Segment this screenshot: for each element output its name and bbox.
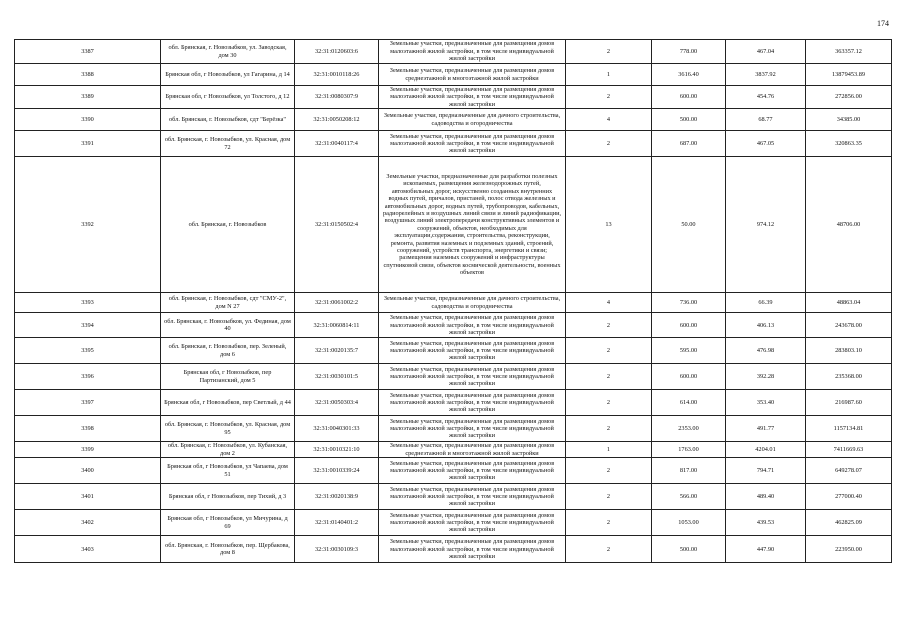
cell-area: 566.00 (652, 484, 726, 510)
cell-land-use: Земельные участки, предназначенные для дачного строительства, садоводства и огородничества (379, 109, 566, 131)
cell-address: обл. Брянская, г. Новозыбков, ул. Красная, дом 72 (161, 131, 295, 157)
cell-record-number: 3403 (15, 536, 161, 563)
table-row (15, 157, 892, 293)
cell-area: 778.00 (652, 40, 726, 64)
cell-address: Брянская обл, г Новозыбков, ул Гагарина, д 14 (161, 64, 295, 86)
cell-cadastral-number: 32:31:0030109:3 (295, 536, 379, 563)
cell-group-code: 2 (566, 131, 652, 157)
table-row (15, 390, 892, 416)
cell-land-use: Земельные участки, предназначенные для размещения домов малоэтажной жилой застройки, в том числе индивидуальной жилой застройки (379, 458, 566, 484)
cell-cadastral-number: 32:31:0010339:24 (295, 458, 379, 484)
cell-land-use: Земельные участки, предназначенные для разработки полезных ископаемых, размещения железнодорожных путей, автомобильных дорог, искусственно созданных внутренних водных путей, причалов, пристаней, полос отвода железных и автомобильных дорог, водных путей, трубопроводов, кабельных, радиорелейных и воздушных линий связи и линий радиофикации, воздушных линий электропередачи конструктивных элементов и сооружений, объектов, необходимых для эксплуатации,содержания, строительства, реконструкции, ремонта, развития наземных и подземных зданий, строений, сооружений, устройств транспорта, энергетики и связи; размещения наземных сооружений и инфраструктуры спутниковой связи, объектов космической деятельности, военных объектов (379, 157, 566, 293)
cell-address: обл. Брянская, г. Новозыбков, пер. Щербакова, дом 8 (161, 536, 295, 563)
cell-record-number: 3392 (15, 157, 161, 293)
cell-area: 736.00 (652, 293, 726, 313)
cell-group-code: 2 (566, 458, 652, 484)
cell-area: 500.00 (652, 109, 726, 131)
table-row (15, 338, 892, 364)
cell-cadastral-number: 32:31:0040117:4 (295, 131, 379, 157)
cell-group-code: 2 (566, 86, 652, 109)
cell-record-number: 3396 (15, 364, 161, 390)
cell-group-code: 2 (566, 338, 652, 364)
cell-record-number: 3400 (15, 458, 161, 484)
cell-unit-value: 353.40 (726, 390, 806, 416)
cell-land-use: Земельные участки, предназначенные для размещения домов малоэтажной жилой застройки, в том числе индивидуальной жилой застройки (379, 86, 566, 109)
cell-area: 595.00 (652, 338, 726, 364)
cell-land-use: Земельные участки, предназначенные для размещения домов малоэтажной жилой застройки, в том числе индивидуальной жилой застройки (379, 364, 566, 390)
cell-area: 614.00 (652, 390, 726, 416)
cell-unit-value: 66.39 (726, 293, 806, 313)
cell-cadastral-value: 272856.00 (806, 86, 892, 109)
table-row (15, 442, 892, 458)
cell-record-number: 3391 (15, 131, 161, 157)
cell-unit-value: 68.77 (726, 109, 806, 131)
cell-cadastral-number: 32:31:0020135:7 (295, 338, 379, 364)
cell-cadastral-value: 216987.60 (806, 390, 892, 416)
cell-cadastral-value: 462825.09 (806, 510, 892, 536)
cell-record-number: 3395 (15, 338, 161, 364)
cell-group-code: 2 (566, 416, 652, 442)
cell-address: Брянская обл, г Новозыбков, ул Чапаева, дом 51 (161, 458, 295, 484)
cell-cadastral-number: 32:31:0140401:2 (295, 510, 379, 536)
cell-group-code: 2 (566, 390, 652, 416)
cell-unit-value: 3837.92 (726, 64, 806, 86)
cell-cadastral-value: 363357.12 (806, 40, 892, 64)
cell-address: обл. Брянская, г. Новозыбков, сдт "СМУ-2", дом N 27 (161, 293, 295, 313)
cell-land-use: Земельные участки, предназначенные для размещения домов малоэтажной жилой застройки, в том числе индивидуальной жилой застройки (379, 40, 566, 64)
cell-group-code: 2 (566, 313, 652, 338)
cell-cadastral-value: 235368.00 (806, 364, 892, 390)
cell-address: обл. Брянская, г. Новозыбков, пер. Зеленый, дом 6 (161, 338, 295, 364)
cell-group-code: 1 (566, 64, 652, 86)
cell-cadastral-value: 48863.04 (806, 293, 892, 313)
cell-cadastral-number: 32:31:0010321:10 (295, 442, 379, 458)
cell-cadastral-value: 7411669.63 (806, 442, 892, 458)
cell-cadastral-value: 320863.35 (806, 131, 892, 157)
cell-unit-value: 467.04 (726, 40, 806, 64)
cell-area: 500.00 (652, 536, 726, 563)
cell-cadastral-number: 32:31:0061002:2 (295, 293, 379, 313)
cell-land-use: Земельные участки, предназначенные для размещения домов малоэтажной жилой застройки, в том числе индивидуальной жилой застройки (379, 338, 566, 364)
cell-address: Брянская обл, г Новозыбков, ул Мичурина, д 69 (161, 510, 295, 536)
table-row (15, 313, 892, 338)
cell-cadastral-value: 283803.10 (806, 338, 892, 364)
cell-unit-value: 974.12 (726, 157, 806, 293)
cell-address: обл. Брянская, г. Новозыбков, ул. Красная, дом 95 (161, 416, 295, 442)
cell-land-use: Земельные участки, предназначенные для размещения домов малоэтажной жилой застройки, в том числе индивидуальной жилой застройки (379, 484, 566, 510)
cell-unit-value: 447.90 (726, 536, 806, 563)
cell-group-code: 2 (566, 510, 652, 536)
cell-land-use: Земельные участки, предназначенные для размещения домов среднеэтажной и многоэтажной жилой застройки (379, 442, 566, 458)
cell-record-number: 3388 (15, 64, 161, 86)
cell-cadastral-number: 32:31:0040301:33 (295, 416, 379, 442)
cell-cadastral-number: 32:31:0050208:12 (295, 109, 379, 131)
table-row (15, 86, 892, 109)
cell-unit-value: 794.71 (726, 458, 806, 484)
table-row (15, 484, 892, 510)
cell-group-code: 2 (566, 40, 652, 64)
cell-land-use: Земельные участки, предназначенные для размещения домов малоэтажной жилой застройки, в том числе индивидуальной жилой застройки (379, 510, 566, 536)
cell-cadastral-value: 649278.07 (806, 458, 892, 484)
cell-group-code: 1 (566, 442, 652, 458)
cell-group-code: 4 (566, 293, 652, 313)
cell-cadastral-number: 32:31:0020138:9 (295, 484, 379, 510)
cell-cadastral-value: 13879453.89 (806, 64, 892, 86)
cell-cadastral-value: 223950.00 (806, 536, 892, 563)
cell-record-number: 3401 (15, 484, 161, 510)
cell-cadastral-number: 32:31:0010118:26 (295, 64, 379, 86)
cell-cadastral-value: 277000.40 (806, 484, 892, 510)
cell-record-number: 3387 (15, 40, 161, 64)
cell-cadastral-number: 32:31:0080307:9 (295, 86, 379, 109)
cell-address: Брянская обл, г Новозыбков, пер Тихий, д 3 (161, 484, 295, 510)
cell-area: 600.00 (652, 313, 726, 338)
cell-address: обл. Брянская, г. Новозыбков, ул. Заводская, дом 30 (161, 40, 295, 64)
cell-unit-value: 439.53 (726, 510, 806, 536)
cell-cadastral-number: 32:31:0150502:4 (295, 157, 379, 293)
table-row (15, 64, 892, 86)
cell-address: Брянская обл, г Новозыбков, ул Толстого, д 12 (161, 86, 295, 109)
cell-record-number: 3402 (15, 510, 161, 536)
cell-area: 1763.00 (652, 442, 726, 458)
cell-cadastral-value: 34385.00 (806, 109, 892, 131)
land-parcel-table (14, 39, 892, 563)
cell-unit-value: 489.40 (726, 484, 806, 510)
cell-cadastral-value: 48706.00 (806, 157, 892, 293)
table-row (15, 536, 892, 563)
cell-area: 600.00 (652, 364, 726, 390)
page-number: 174 (877, 19, 889, 28)
cell-record-number: 3394 (15, 313, 161, 338)
cell-cadastral-value: 243678.00 (806, 313, 892, 338)
table-row (15, 510, 892, 536)
cell-land-use: Земельные участки, предназначенные для размещения домов малоэтажной жилой застройки, в том числе индивидуальной жилой застройки (379, 390, 566, 416)
cell-record-number: 3399 (15, 442, 161, 458)
cell-cadastral-number: 32:31:0120603:6 (295, 40, 379, 64)
cell-address: Брянская обл, г Новозыбков, пер Партизанский, дом 5 (161, 364, 295, 390)
cell-record-number: 3397 (15, 390, 161, 416)
cell-address: обл. Брянская, г. Новозыбков, сдт "Берёзка" (161, 109, 295, 131)
table-row (15, 364, 892, 390)
table-row (15, 458, 892, 484)
table-row (15, 40, 892, 64)
cell-land-use: Земельные участки, предназначенные для размещения домов малоэтажной жилой застройки, в том числе индивидуальной жилой застройки (379, 131, 566, 157)
cell-area: 1053.00 (652, 510, 726, 536)
cell-group-code: 2 (566, 536, 652, 563)
cell-unit-value: 476.98 (726, 338, 806, 364)
cell-area: 687.00 (652, 131, 726, 157)
cell-group-code: 4 (566, 109, 652, 131)
cell-area: 600.00 (652, 86, 726, 109)
cell-address: обл. Брянская, г. Новозыбков, ул. Кубанская, дом 2 (161, 442, 295, 458)
cell-address: обл. Брянская, г. Новозыбков (161, 157, 295, 293)
cell-area: 817.00 (652, 458, 726, 484)
cell-cadastral-number: 32:31:0050303:4 (295, 390, 379, 416)
cell-unit-value: 467.05 (726, 131, 806, 157)
table-body (15, 40, 892, 563)
cell-area: 50.00 (652, 157, 726, 293)
cell-cadastral-number: 32:31:0030101:5 (295, 364, 379, 390)
cell-land-use: Земельные участки, предназначенные для размещения домов малоэтажной жилой застройки, в том числе индивидуальной жилой застройки (379, 313, 566, 338)
cell-cadastral-number: 32:31:0060814:11 (295, 313, 379, 338)
cell-address: Брянская обл, г Новозыбков, пер Светлый, д 44 (161, 390, 295, 416)
cell-cadastral-value: 1157134.81 (806, 416, 892, 442)
table-row (15, 109, 892, 131)
cell-address: обл. Брянская, г. Новозыбков, ул. Фединая, дом 40 (161, 313, 295, 338)
cell-group-code: 2 (566, 484, 652, 510)
table-row (15, 131, 892, 157)
cell-group-code: 13 (566, 157, 652, 293)
cell-area: 2353.00 (652, 416, 726, 442)
cell-group-code: 2 (566, 364, 652, 390)
cell-land-use: Земельные участки, предназначенные для дачного строительства, садоводства и огородничества (379, 293, 566, 313)
cell-unit-value: 454.76 (726, 86, 806, 109)
cell-unit-value: 4204.01 (726, 442, 806, 458)
table-row (15, 416, 892, 442)
cell-land-use: Земельные участки, предназначенные для размещения домов малоэтажной жилой застройки, в том числе индивидуальной жилой застройки (379, 416, 566, 442)
cell-record-number: 3389 (15, 86, 161, 109)
cell-unit-value: 392.28 (726, 364, 806, 390)
cell-record-number: 3393 (15, 293, 161, 313)
cell-land-use: Земельные участки, предназначенные для размещения домов малоэтажной жилой застройки, в том числе индивидуальной жилой застройки (379, 536, 566, 563)
cell-unit-value: 491.77 (726, 416, 806, 442)
cell-unit-value: 406.13 (726, 313, 806, 338)
table-row (15, 293, 892, 313)
cell-land-use: Земельные участки, предназначенные для размещения домов среднеэтажной и многоэтажной жилой застройки (379, 64, 566, 86)
cell-area: 3616.40 (652, 64, 726, 86)
cell-record-number: 3390 (15, 109, 161, 131)
cell-record-number: 3398 (15, 416, 161, 442)
